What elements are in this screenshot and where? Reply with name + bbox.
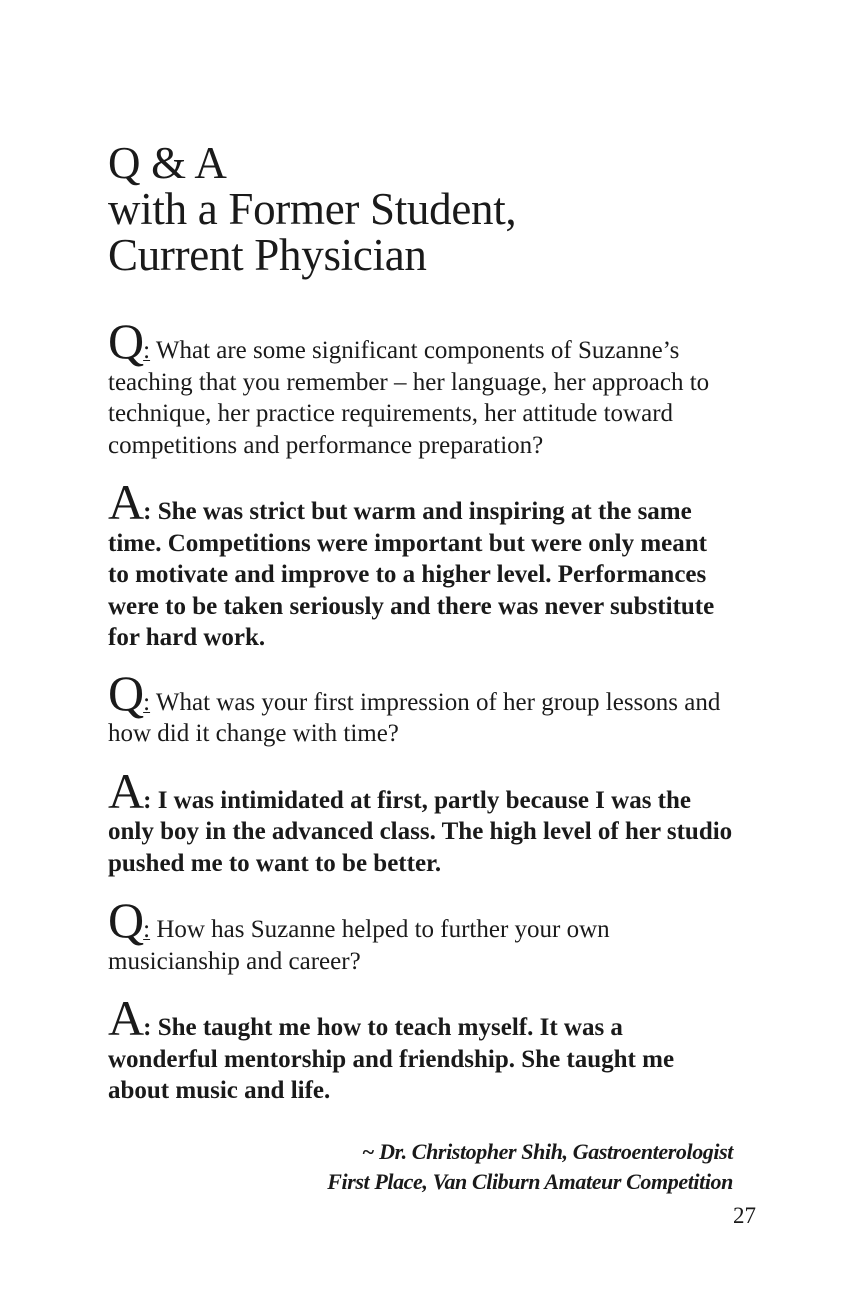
question-3 xyxy=(108,892,733,977)
answer-2 xyxy=(108,762,733,880)
question-text: How has Suzanne helped to further your own musicianship and career? xyxy=(108,916,610,975)
attribution-credential: First Place, Van Cliburn Amateur Competition xyxy=(327,1168,733,1194)
question-colon: : xyxy=(143,688,151,716)
answer-text: She taught me how to teach myself. It was a wonderful mentorship and friendship. She taught me about music and life. xyxy=(108,1014,675,1104)
answer-colon: : xyxy=(143,498,152,525)
answer-marker: A xyxy=(108,474,144,530)
answer-colon: : xyxy=(143,786,152,814)
title-line-2: with a Former Student, xyxy=(108,184,517,234)
title-line-1: Q & A xyxy=(108,138,227,188)
answer-1 xyxy=(108,474,733,654)
question-text: What are some significant components of Suzanne’s teaching that you remember – her language, her approach to technique, her practice requirements, her attitude toward competitions and performance preparation? xyxy=(108,337,710,459)
question-marker: Q xyxy=(108,892,144,948)
page-content xyxy=(108,140,733,1197)
question-colon: : xyxy=(143,916,151,943)
answer-text: I was intimidated at first, partly because I was the only boy in the advanced class. The high level of her studio pushed me to want to be better. xyxy=(108,786,733,877)
page-title xyxy=(108,140,733,278)
question-colon: : xyxy=(143,337,151,364)
attribution-name: ~ Dr. Christopher Shih, Gastroenterologist xyxy=(361,1138,733,1164)
question-text: What was your first impression of her group lessons and how did it change with time? xyxy=(108,688,721,747)
question-1 xyxy=(108,313,733,461)
question-2 xyxy=(108,664,733,750)
page-number: 27 xyxy=(733,1203,756,1228)
question-marker: Q xyxy=(108,313,144,369)
attribution xyxy=(108,1137,733,1197)
answer-marker: A xyxy=(108,762,144,819)
answer-colon: : xyxy=(143,1014,152,1041)
answer-text: She was strict but warm and inspiring at the same time. Competitions were important but were only meant to motivate and improve to a higher level. Performances were to be taken seriously and there was never substitute for hard work. xyxy=(108,498,715,651)
answer-marker: A xyxy=(108,990,144,1046)
answer-3 xyxy=(108,990,733,1107)
question-marker: Q xyxy=(108,664,144,721)
title-line-3: Current Physician xyxy=(108,230,427,280)
